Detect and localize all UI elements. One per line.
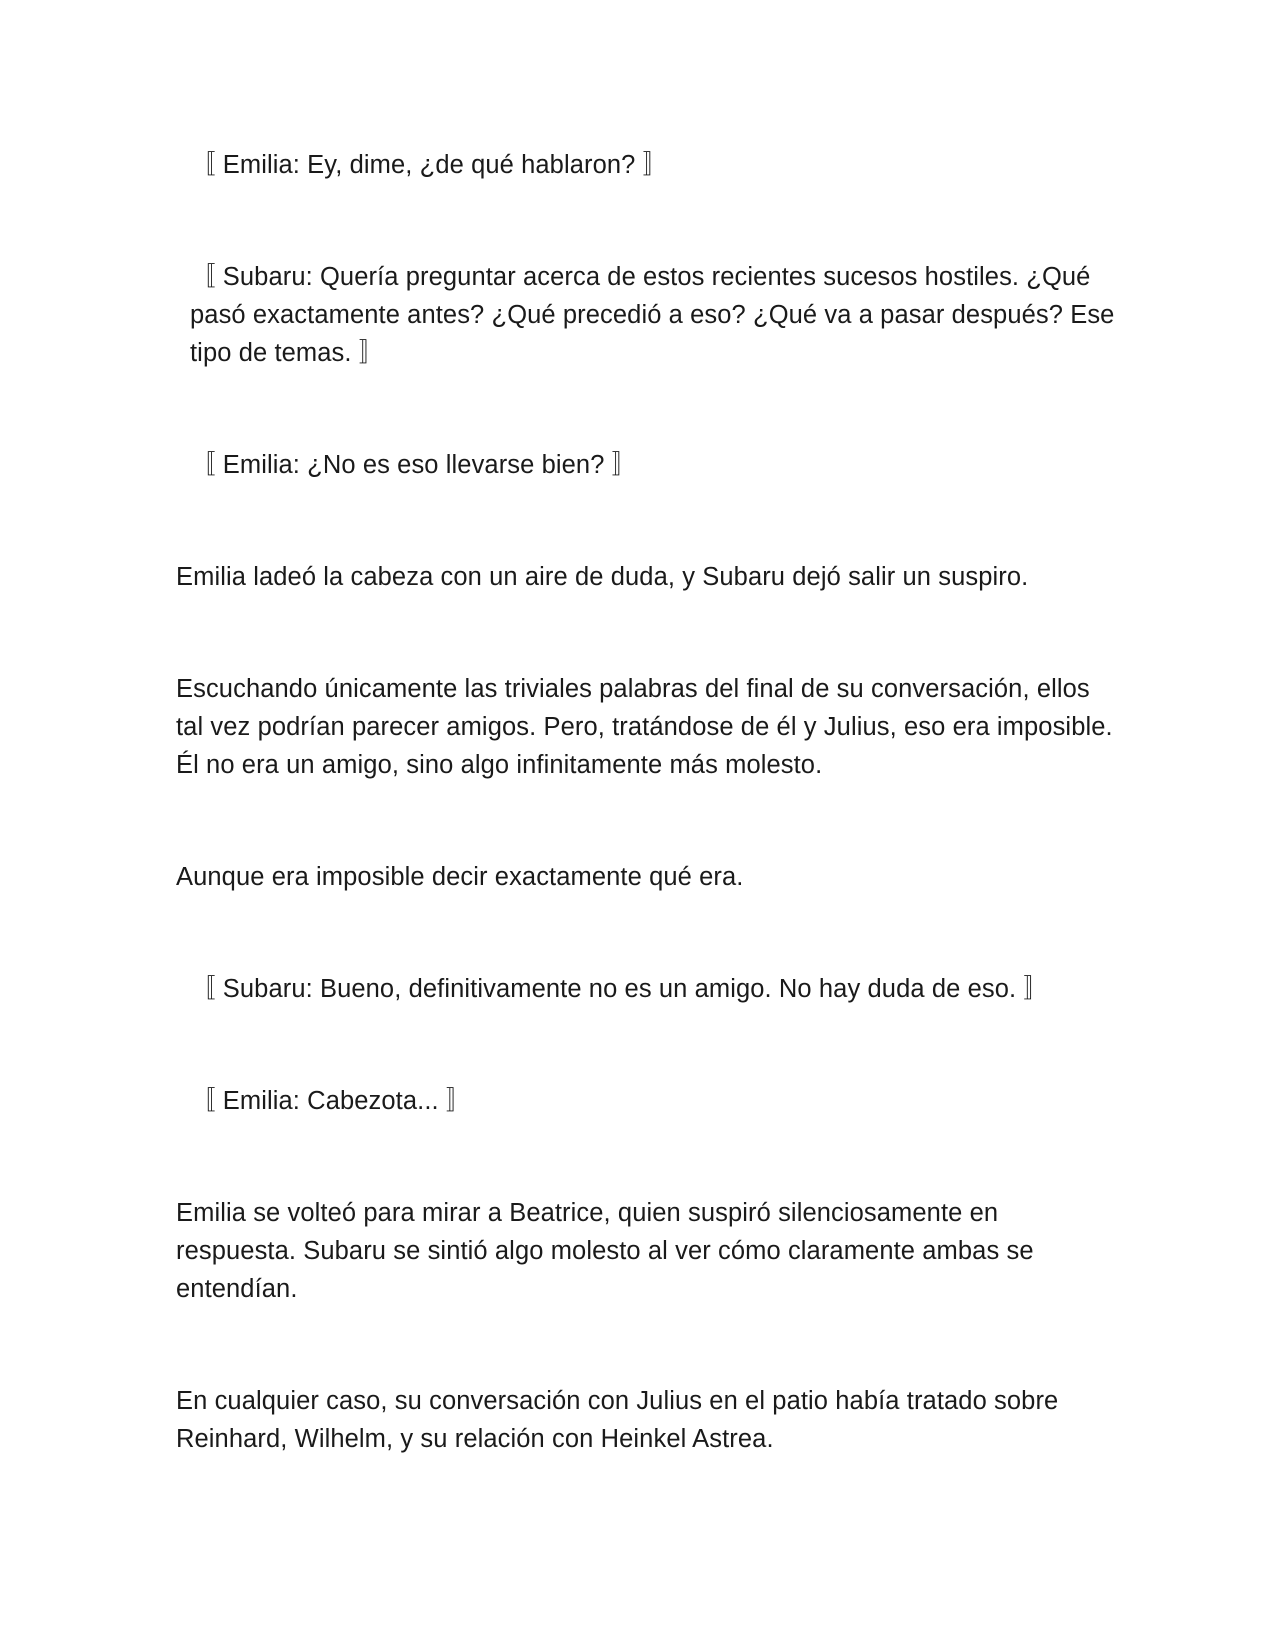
narration-paragraph-5: En cualquier caso, su conversación con Julius en el patio había tratado sobre Reinhard, Wilhelm, y su relación con Heinkel Astrea. xyxy=(176,1387,1059,1453)
narration-paragraph-3: Aunque era imposible decir exactamente qué era. xyxy=(176,863,744,891)
dialogue-emilia-2: 〚 Emilia: ¿No es eso llevarse bien? 〛 xyxy=(190,451,638,479)
narration-paragraph-2: Escuchando únicamente las triviales palabras del final de su conversación, ellos tal vez podrían parecer amigos. Pero, tratándose de él y Julius, eso era imposible. Él no era un amigo, sino algo infinitamente más molesto. xyxy=(176,675,1113,779)
dialogue-emilia-1: 〚 Emilia: Ey, dime, ¿de qué hablaron? 〛 xyxy=(190,151,669,179)
document-body xyxy=(176,146,1116,1458)
dialogue-subaru-1: 〚 Subaru: Quería preguntar acerca de estos recientes sucesos hostiles. ¿Qué pasó exactamente antes? ¿Qué precedió a eso? ¿Qué va a pasar después? Ese tipo de temas. 〛 xyxy=(190,263,1115,367)
dialogue-emilia-3: 〚 Emilia: Cabezota... 〛 xyxy=(190,1087,472,1115)
dialogue-subaru-2: 〚 Subaru: Bueno, definitivamente no es un amigo. No hay duda de eso. 〛 xyxy=(190,975,1049,1003)
narration-paragraph-1: Emilia ladeó la cabeza con un aire de duda, y Subaru dejó salir un suspiro. xyxy=(176,563,1029,591)
narration-paragraph-4: Emilia se volteó para mirar a Beatrice, quien suspiró silenciosamente en respuesta. Subaru se sintió algo molesto al ver cómo claramente ambas se entendían. xyxy=(176,1199,1034,1303)
